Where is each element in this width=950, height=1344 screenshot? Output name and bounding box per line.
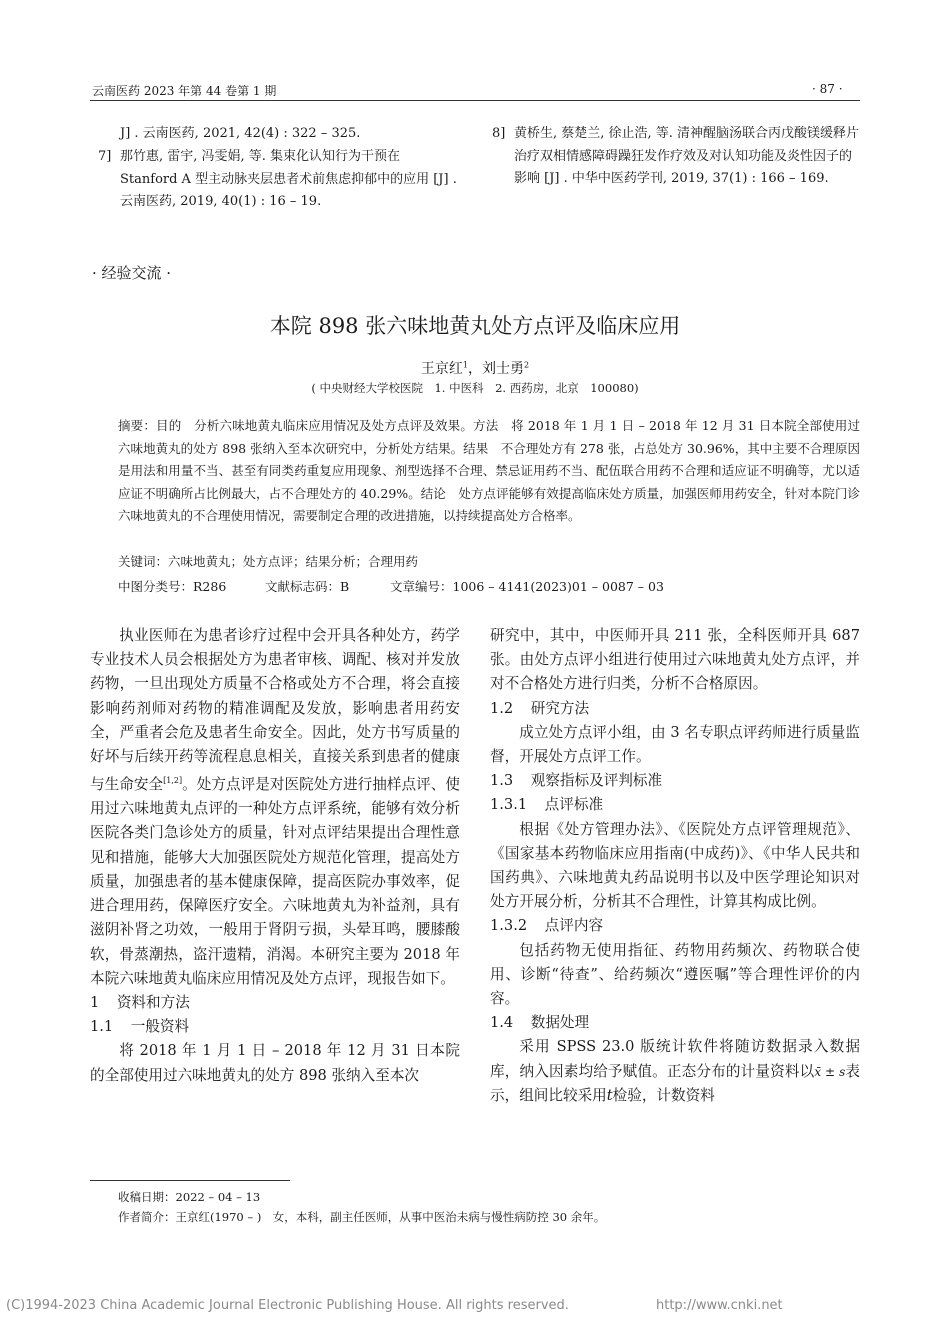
body-column-right [490, 624, 860, 1108]
heading-text: 点评内容 [544, 917, 604, 935]
subsection-heading [490, 793, 860, 817]
affiliation: ( 中央财经大学校医院 1. 中医科 2. 西药房，北京 100080) [311, 381, 639, 395]
heading-number: 1.2 [490, 699, 514, 717]
author-separator: ， [468, 361, 482, 377]
subsection-heading [490, 769, 860, 793]
math-t: t [606, 1086, 613, 1104]
body-paragraph [90, 624, 460, 991]
subsection-heading [90, 1015, 460, 1039]
heading-number: 1.1 [90, 1018, 114, 1036]
body-paragraph: 根据《处方管理办法》、《医院处方点评管理规范》、《国家基本药物临床应用指南(中成药)》、《中华人民共和国药典》、六味地黄丸药品说明书以及中医学理论知识对处方开展分析，分析其不合理性，计算其构成比例。 [490, 820, 860, 911]
reference-item [98, 123, 460, 146]
journal-header: 云南医药 2023 年第 44 卷第 1 期 [92, 84, 277, 98]
body-paragraph: 成立处方点评小组，由 3 名专职点评药师进行质量监督，开展处方点评工作。 [490, 723, 860, 766]
body-paragraph [490, 1035, 860, 1108]
subsection-heading [490, 914, 860, 938]
page-number: · 87 · [812, 82, 843, 96]
header-rule [90, 100, 860, 101]
paragraph-text: 检验，计数资料 [612, 1086, 715, 1104]
cnki-url: http://www.cnki.net [656, 1298, 783, 1313]
heading-number: 1.3 [490, 772, 514, 790]
abstract-text: 目的 分析六味地黄丸临床应用情况及处方点评及效果。方法 将 2018 年 1 月 1 日 – 2018 年 12 月 31 日本院全部使用过六味地黄丸的处方 898 张纳入至本次研究中，分析处方结果。结果 不合理处方有 278 张，占总处方 30.96%，其中主要不合理原因是用法和用量不当、甚至有同类药重复应用现象、剂型选择不合理、禁忌证用药不当、配伍联合用药不合理和适应证不明确等，尤以适应证不明确所占比例最大，占不合理处方的 40.29%。结论 处方点评能够有效提高临床处方质量，加强医师用药安全，针对本院门诊六味地黄丸的不合理使用情况，需要制定合理的改进措施，以持续提高处方合格率。 [118, 418, 860, 523]
received-date: 收稿日期：2022 – 04 – 13 [118, 1190, 261, 1204]
author-bio: 作者简介：王京红(1970 – ) 女，本科，副主任医师，从事中医治未病与慢性病防控 30 余年。 [118, 1210, 606, 1224]
author-name: 王京红 [420, 361, 463, 377]
article-number: 文章编号：1006 – 4141(2023)01 – 0087 – 03 [390, 579, 664, 594]
heading-text: 资料和方法 [116, 993, 190, 1011]
article-title: 本院 898 张六味地黄丸处方点评及临床应用 [269, 314, 681, 338]
section-tag: · 经验交流 · [92, 264, 172, 282]
math-mean-sd: x̄ ± s [814, 1064, 846, 1079]
heading-number: 1.3.2 [490, 917, 528, 935]
reference-number: 8] [492, 126, 506, 141]
author-affiliation-mark: 1 [462, 360, 468, 370]
reference-text: J] . 云南医药, 2021, 42(4) : 322 – 325. [120, 126, 361, 141]
keywords: 关键词：六味地黄丸；处方点评；结果分析；合理用药 [118, 554, 419, 569]
reference-item [98, 146, 460, 214]
paragraph-text: 表示，组间比较采用 [490, 1062, 860, 1104]
heading-number: 1.3.1 [490, 796, 528, 814]
reference-text: 那竹惠, 雷宇, 冯雯娟, 等. 集束化认知行为干预在 Stanford A 型主动脉夹层患者术前焦虑抑郁中的应用 [J] . 云南医药, 2019, 40(1) : 16 – 19. [120, 149, 457, 209]
clc-number: 中图分类号：R286 [118, 579, 227, 594]
author-affiliation-mark: 2 [524, 360, 530, 370]
copyright-notice: (C)1994-2023 China Academic Journal Electronic Publishing House. All rights reserved. [6, 1298, 569, 1313]
subsection-heading [490, 1011, 860, 1035]
paragraph-text: 采用 SPSS 23.0 版统计软件将随访数据录入数据库，纳入因素均给予赋值。正态分布的计量资料以 [490, 1038, 860, 1080]
heading-number: 1.4 [490, 1014, 514, 1032]
heading-number: 1 [90, 993, 100, 1011]
reference-text: 黄桥生, 蔡楚兰, 徐止浩, 等. 清神醒脑汤联合丙戊酸镁缓释片治疗双相情感障碍躁狂发作疗效及对认知功能及炎性因子的影响 [J] . 中华中医药学刊, 2019, 37(1) : 166 – 169. [514, 126, 860, 186]
reference-item [492, 123, 860, 191]
author-name: 刘士勇 [482, 361, 524, 377]
author-line [0, 358, 950, 378]
body-paragraph: 包括药物无使用指征、药物用药频次、药物联合使用、诊断“待查”、给药频次“遵医嘱”等合理性评价的内容。 [490, 941, 860, 1008]
paragraph-text: 。处方点评是对医院处方进行抽样点评、使用过六味地黄丸点评的一种处方点评系统，能够有效分析医院各类门急诊处方的质量，针对点评结果提出合理性意见和措施，能够大大加强医院处方规范化管理，提高处方质量，加强患者的基本健康保障，提高医院办事效率，促进合理用药，保障医疗安全。六味地黄丸为补益剂，具有滋阴补肾之功效，一般用于肾阴亏损，头晕耳鸣，腰膝酸软，骨蒸潮热，盗汗遗精，消渴。本研究主要为 2018 年本院六味地黄丸临床应用情况及处方点评，现报告如下。 [90, 776, 460, 987]
document-code: 文献标志码：B [265, 579, 350, 594]
subsection-heading [490, 697, 860, 721]
footnote-rule [90, 1180, 290, 1181]
heading-text: 一般资料 [130, 1018, 190, 1036]
abstract [118, 415, 860, 528]
heading-text: 观察指标及评判标准 [530, 772, 663, 790]
citation: [1,2] [163, 776, 183, 786]
heading-text: 数据处理 [530, 1014, 590, 1032]
section-heading [90, 991, 460, 1015]
body-paragraph: 研究中，其中，中医师开具 211 张，全科医师开具 687 张。由处方点评小组进行使用过六味地黄丸处方点评，并对不合格处方进行归类，分析不合格原因。 [490, 627, 860, 693]
abstract-label: 摘要： [118, 418, 157, 433]
reference-number: 7] [98, 149, 112, 164]
paragraph-text: 执业医师在为患者诊疗过程中会开具各种处方，药学专业技术人员会根据处方为患者审核、调配、核对并发放药物，一旦出现处方质量不合格或处方不合理，将会直接影响药剂师对药物的精准调配及发放，影响患者用药安全，严重者会危及患者生命安全。因此，处方书写质量的好坏与后续开药等流程息息相关，直接关系到患者的健康与生命安全 [90, 627, 460, 794]
heading-text: 研究方法 [530, 699, 590, 717]
heading-text: 点评标准 [544, 796, 604, 814]
body-paragraph: 将 2018 年 1 月 1 日 – 2018 年 12 月 31 日本院的全部使用过六味地黄丸的处方 898 张纳入至本次 [90, 1042, 460, 1084]
body-column-left [90, 624, 460, 1088]
